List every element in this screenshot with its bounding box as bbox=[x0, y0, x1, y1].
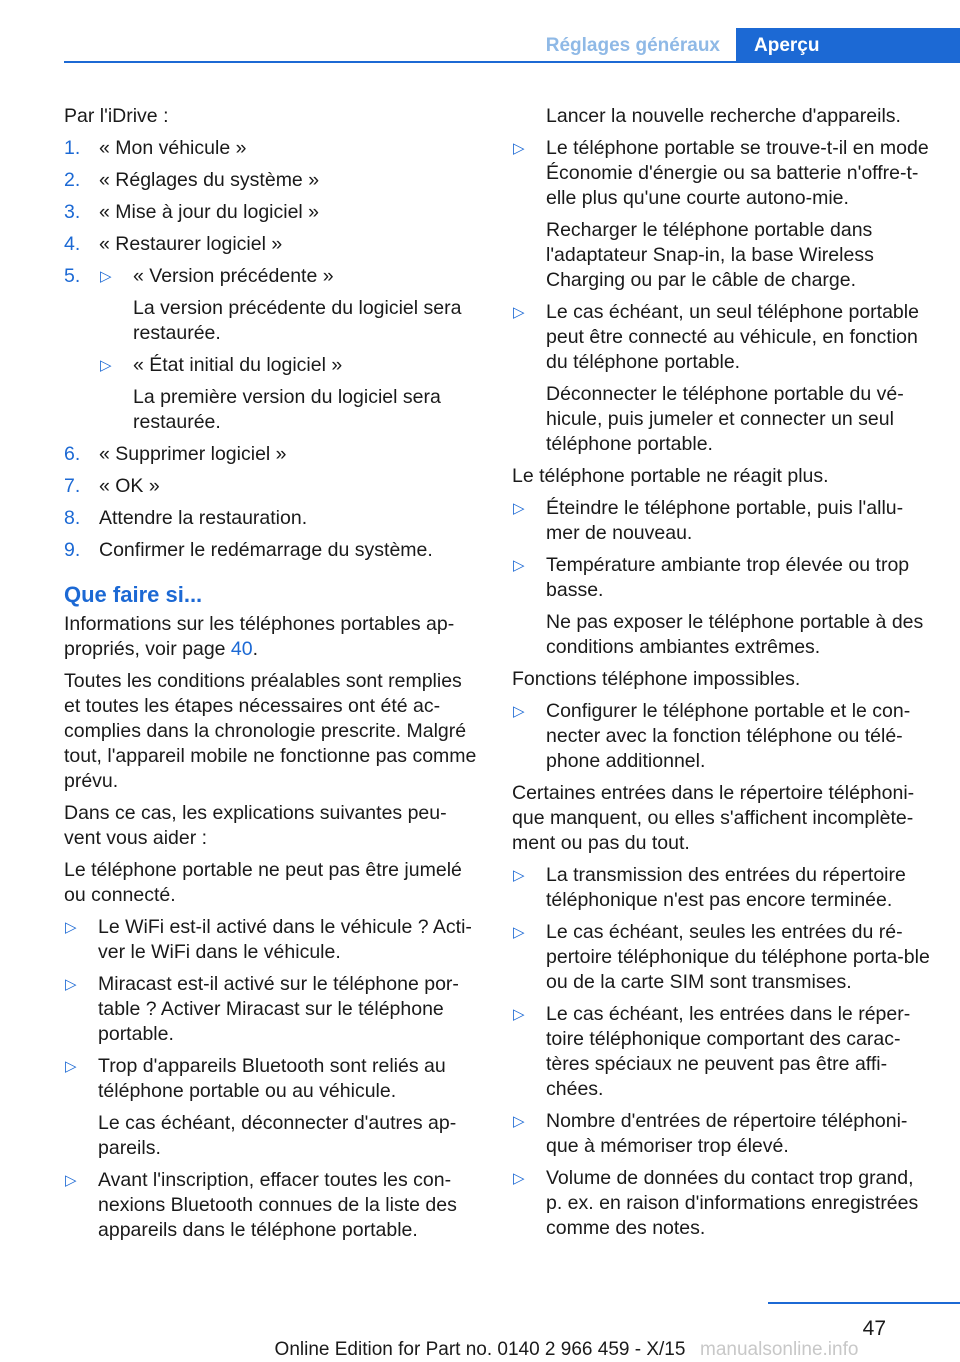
bullet-item bbox=[512, 553, 930, 660]
step-item bbox=[64, 264, 480, 435]
step-text: « Mon véhicule » bbox=[99, 137, 247, 159]
section-title: Réglages généraux bbox=[545, 34, 720, 56]
bullet-item bbox=[512, 699, 930, 774]
step-number: 9. bbox=[64, 539, 81, 561]
bullet-subtext: Recharger le téléphone portable dans l'adaptateur Snap-in, la base Wireless Charging ou par le câble de charge. bbox=[546, 219, 874, 291]
bullet-item bbox=[512, 136, 930, 293]
bullet-item bbox=[512, 496, 930, 546]
option-text: « Version précédente » bbox=[133, 265, 334, 287]
bullet-item bbox=[512, 300, 930, 457]
triangle-right-icon: ▷ bbox=[513, 1006, 525, 1023]
no-response-paragraph: Le téléphone portable ne réagit plus. bbox=[512, 465, 829, 487]
power-solutions-list bbox=[512, 136, 930, 457]
paragraph-text: Informations sur les téléphones portables ap-propriés, voir page bbox=[64, 613, 455, 660]
pairing-problem-paragraph: Le téléphone portable ne peut pas être jumelé ou connecté. bbox=[64, 859, 462, 906]
step-item bbox=[64, 168, 480, 193]
step-number: 7. bbox=[64, 475, 81, 497]
option-description: La première version du logiciel sera restaurée. bbox=[133, 386, 441, 433]
step-item bbox=[64, 506, 480, 531]
step-text: « Réglages du système » bbox=[99, 169, 320, 191]
triangle-right-icon: ▷ bbox=[65, 1172, 77, 1189]
bullet-text: Miracast est-il activé sur le téléphone por-table ? Activer Miracast sur le téléphone portable. bbox=[98, 973, 459, 1045]
page-title: Aperçu bbox=[736, 28, 960, 62]
triangle-right-icon: ▷ bbox=[513, 557, 525, 574]
triangle-right-icon: ▷ bbox=[513, 304, 525, 321]
step-number: 1. bbox=[64, 137, 81, 159]
step-item bbox=[64, 232, 480, 257]
left-column bbox=[64, 104, 480, 1250]
bullet-item bbox=[512, 920, 930, 995]
step-item bbox=[64, 136, 480, 161]
triangle-right-icon: ▷ bbox=[513, 703, 525, 720]
bullet-item bbox=[512, 863, 930, 913]
bullet-item bbox=[512, 1109, 930, 1159]
bullet-item bbox=[512, 1166, 930, 1241]
functions-solutions-list bbox=[512, 699, 930, 774]
bullet-text: Température ambiante trop élevée ou trop basse. bbox=[546, 554, 910, 601]
option-item bbox=[99, 353, 480, 435]
bullet-item bbox=[512, 1002, 930, 1102]
step-number: 6. bbox=[64, 443, 81, 465]
option-text: « État initial du logiciel » bbox=[133, 354, 343, 376]
step-number: 3. bbox=[64, 201, 81, 223]
bullet-text: Le cas échéant, seules les entrées du ré-pertoire téléphonique du téléphone porta-ble ou de la carte SIM sont transmises. bbox=[546, 921, 930, 993]
steps-list bbox=[64, 136, 480, 563]
step-item bbox=[64, 538, 480, 563]
bullet-text: Le cas échéant, les entrées dans le réper-toire téléphonique comportant des carac-tères spéciaux ne peuvent pas être affi-chées. bbox=[546, 1003, 911, 1100]
triangle-right-icon: ▷ bbox=[100, 268, 112, 285]
step-number: 5. bbox=[64, 265, 81, 287]
bullet-text: Le téléphone portable se trouve-t-il en mode Économie d'énergie ou sa batterie n'offre-t-elle plus qu'une courte autono-mie. bbox=[546, 137, 929, 209]
bullet-item bbox=[64, 915, 480, 965]
page-number: 47 bbox=[862, 1317, 886, 1340]
triangle-right-icon: ▷ bbox=[513, 140, 525, 157]
watermark: manualsonline.info bbox=[700, 1339, 859, 1360]
step-text: « Mise à jour du logiciel » bbox=[99, 201, 320, 223]
step-number: 8. bbox=[64, 507, 81, 529]
bullet-text: Volume de données du contact trop grand, p. ex. en raison d'informations enregistrées comme des notes. bbox=[546, 1167, 919, 1239]
paragraph-suffix: . bbox=[252, 638, 259, 660]
step-number: 2. bbox=[64, 169, 81, 191]
footer-rule bbox=[768, 1302, 960, 1304]
explanations-paragraph: Dans ce cas, les explications suivantes peu-vent vous aider : bbox=[64, 802, 447, 849]
step-item bbox=[64, 200, 480, 225]
compatible-phones-text bbox=[64, 612, 480, 662]
triangle-right-icon: ▷ bbox=[513, 1170, 525, 1187]
triangle-right-icon: ▷ bbox=[513, 867, 525, 884]
triangle-right-icon: ▷ bbox=[100, 357, 112, 374]
intro-text: Par l'iDrive : bbox=[64, 105, 169, 127]
triangle-right-icon: ▷ bbox=[65, 919, 77, 936]
continued-text: Lancer la nouvelle recherche d'appareils. bbox=[546, 105, 901, 127]
phonebook-causes-list bbox=[512, 863, 930, 1241]
bullet-text: Nombre d'entrées de répertoire téléphoni-que à mémoriser trop élevé. bbox=[546, 1110, 908, 1157]
step-text: « Restaurer logiciel » bbox=[99, 233, 283, 255]
option-description: La version précédente du logiciel sera restaurée. bbox=[133, 297, 462, 344]
step-text: « OK » bbox=[99, 475, 160, 497]
triangle-right-icon: ▷ bbox=[65, 976, 77, 993]
bullet-text: Configurer le téléphone portable et le con-necter avec la fonction téléphone ou télé-phone additionnel. bbox=[546, 700, 911, 772]
bullet-text: Éteindre le téléphone portable, puis l'allu-mer de nouveau. bbox=[546, 497, 904, 544]
bullet-text: Avant l'inscription, effacer toutes les con-nexions Bluetooth connues de la liste des appareils dans le téléphone portable. bbox=[98, 1169, 457, 1241]
bullet-subtext: Ne pas exposer le téléphone portable à des conditions ambiantes extrêmes. bbox=[546, 611, 924, 658]
step-number: 4. bbox=[64, 233, 81, 255]
step-text: Confirmer le redémarrage du système. bbox=[99, 539, 433, 561]
option-item bbox=[99, 264, 480, 346]
page-header bbox=[528, 28, 960, 62]
triangle-right-icon: ▷ bbox=[65, 1058, 77, 1075]
header-rule bbox=[64, 61, 960, 63]
bullet-subtext: Le cas échéant, déconnecter d'autres ap-pareils. bbox=[98, 1112, 457, 1159]
functions-paragraph: Fonctions téléphone impossibles. bbox=[512, 668, 801, 690]
conditions-paragraph: Toutes les conditions préalables sont remplies et toutes les étapes nécessaires ont été ac-complies dans la chronologie prescrite. Malgré tout, l'appareil mobile ne fonctionne pas comme prévu. bbox=[64, 670, 477, 792]
bullet-item bbox=[64, 972, 480, 1047]
triangle-right-icon: ▷ bbox=[513, 924, 525, 941]
step-item bbox=[64, 474, 480, 499]
no-response-solutions-list bbox=[512, 496, 930, 660]
step-text: Attendre la restauration. bbox=[99, 507, 308, 529]
triangle-right-icon: ▷ bbox=[513, 500, 525, 517]
bullet-text: Le cas échéant, un seul téléphone portable peut être connecté au véhicule, en fonction du téléphone portable. bbox=[546, 301, 919, 373]
page-link[interactable]: 40 bbox=[230, 638, 253, 660]
bullet-text: Trop d'appareils Bluetooth sont reliés au téléphone portable ou au véhicule. bbox=[98, 1055, 446, 1102]
section-heading: Que faire si... bbox=[64, 582, 203, 607]
bullet-subtext: Déconnecter le téléphone portable du vé-hicule, puis jumeler et connecter un seul téléphone portable. bbox=[546, 383, 904, 455]
bullet-text: La transmission des entrées du répertoire téléphonique n'est pas encore terminée. bbox=[546, 864, 906, 911]
step-options-list bbox=[99, 264, 480, 435]
edition-footer: Online Edition for Part no. 0140 2 966 459 - X/15 bbox=[274, 1339, 686, 1360]
right-column bbox=[512, 104, 930, 1248]
bullet-item bbox=[64, 1168, 480, 1243]
phonebook-paragraph: Certaines entrées dans le répertoire téléphoni-que manquent, ou elles s'affichent incomplète-ment ou pas du tout. bbox=[512, 782, 915, 854]
bullet-item bbox=[64, 1054, 480, 1161]
bullet-text: Le WiFi est-il activé dans le véhicule ? Acti-ver le WiFi dans le véhicule. bbox=[98, 916, 472, 963]
step-text: « Supprimer logiciel » bbox=[99, 443, 287, 465]
triangle-right-icon: ▷ bbox=[513, 1113, 525, 1130]
pairing-solutions-list bbox=[64, 915, 480, 1243]
step-item bbox=[64, 442, 480, 467]
